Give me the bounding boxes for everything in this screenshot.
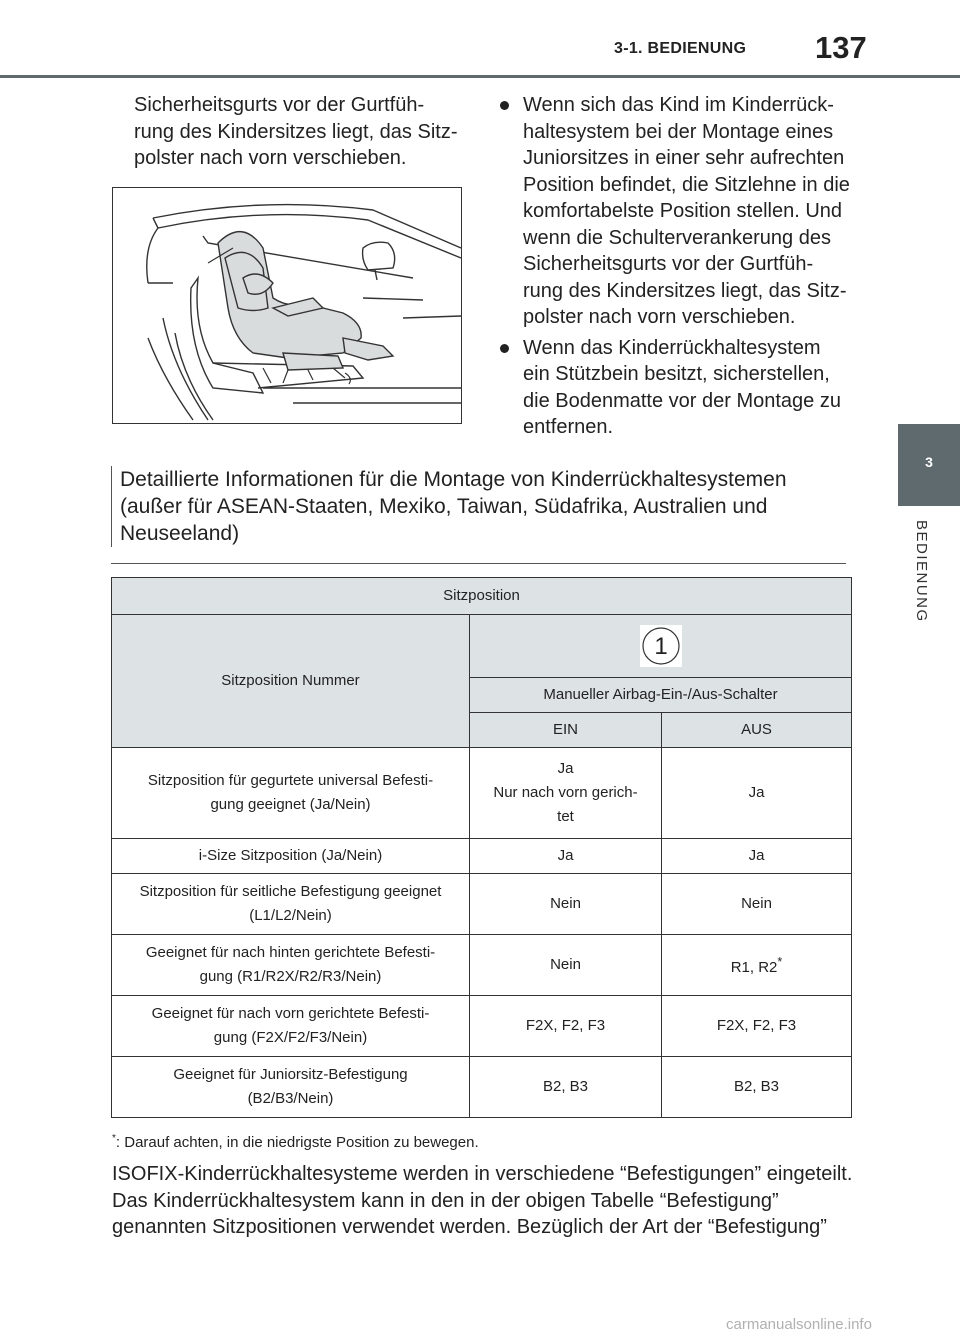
- bullet-dot: [500, 101, 509, 110]
- footnote-text: : Darauf achten, in die niedrigste Position zu bewegen.: [115, 1134, 479, 1151]
- row-label: [112, 935, 470, 996]
- chapter-number: 3: [925, 454, 933, 470]
- closing-line: Das Kinderrückhaltesystem kann in den in der obigen Tabelle “Befestigung”: [112, 1189, 779, 1212]
- bullet-line: Position befindet, die Sitzlehne in die: [523, 173, 850, 196]
- row-label-line: gung geeignet (Ja/Nein): [210, 796, 371, 813]
- row-label: [112, 874, 470, 935]
- cell-line: Nur nach vorn gerich-: [493, 784, 638, 801]
- bullet-line: rung des Kindersitzes liegt, das Sitz-: [523, 279, 847, 302]
- chapter-tab: [898, 424, 960, 506]
- bullet-list: [498, 92, 858, 445]
- closing-paragraph: [112, 1161, 872, 1241]
- closing-line: ISOFIX-Kinderrückhaltesysteme werden in verschiedene “Befestigungen” eingeteilt.: [112, 1163, 853, 1185]
- intro-line: rung des Kindersitzes liegt, das Sitz-: [134, 120, 458, 143]
- chapter-label: [908, 520, 928, 640]
- info-heading-rule: [111, 563, 846, 564]
- cell-on: Nein: [470, 935, 662, 996]
- bullet-line: entfernen.: [523, 416, 614, 438]
- row-label: [112, 996, 470, 1057]
- child-seat-drawing: [113, 188, 461, 423]
- bullet-line: Wenn sich das Kind im Kinderrück-: [523, 94, 834, 116]
- footnote-symbol: *: [112, 1133, 116, 1144]
- row-label: [112, 1057, 470, 1118]
- cell-off: B2, B3: [662, 1057, 852, 1118]
- bullet-line: Sicherheitsgurts vor der Gurtfüh-: [523, 253, 814, 275]
- table-row: [112, 839, 852, 874]
- bullet-line: haltesystem bei der Montage eines: [523, 120, 834, 143]
- cell-off: F2X, F2, F3: [662, 996, 852, 1057]
- child-seat-illustration: [112, 187, 462, 424]
- cell-on: [470, 748, 662, 839]
- list-item: [498, 92, 858, 331]
- list-item: [498, 335, 858, 441]
- row-label-line: Geeignet für nach hinten gerichtete Befesti-: [145, 944, 436, 961]
- row-label-line: Sitzposition für gegurtete universal Befesti-: [147, 772, 434, 789]
- header-rule: [0, 75, 960, 78]
- footnote-mark: *: [777, 955, 783, 969]
- row-label-line: Geeignet für nach vorn gerichtete Befesti-: [151, 1005, 430, 1022]
- page-number: 137: [815, 30, 867, 65]
- bullet-dot: [500, 344, 509, 353]
- table-row: [112, 1057, 852, 1118]
- seat-number-badge: [640, 625, 682, 667]
- intro-line: polster nach vorn verschieben.: [134, 147, 407, 169]
- closing-line: genannten Sitzpositionen verwendet werden. Bezüglich der Art der “Befestigung”: [112, 1216, 827, 1238]
- cell-on: F2X, F2, F3: [470, 996, 662, 1057]
- cell-line: Ja: [557, 760, 574, 777]
- row-label-line: gung (F2X/F2/F3/Nein): [213, 1029, 368, 1046]
- chapter-label-text: BEDIENUNG: [913, 520, 930, 623]
- info-heading-line: (außer für ASEAN-Staaten, Mexiko, Taiwan, Südafrika, Australien und: [120, 495, 768, 518]
- section-title: 3-1. BEDIENUNG: [614, 40, 747, 57]
- cell-on: Ja: [470, 839, 662, 874]
- row-label-line: (B2/B3/Nein): [247, 1090, 334, 1107]
- row-label-line: (L1/L2/Nein): [249, 907, 332, 924]
- info-heading-line: Neuseeland): [120, 522, 240, 545]
- seat-number-text: 1: [653, 633, 668, 660]
- cell-line: tet: [557, 808, 574, 825]
- table-row: [112, 935, 852, 996]
- row-label-line: gung (R1/R2X/R2/R3/Nein): [199, 968, 382, 985]
- intro-continuation: [134, 92, 474, 172]
- bullet-line: komfortabelste Position stellen. Und: [523, 200, 843, 222]
- header-airbag-switch: Manueller Airbag-Ein-/Aus-Schalter: [470, 678, 852, 713]
- row-label-line: Sitzposition für seitliche Befestigung geeignet: [139, 883, 442, 900]
- seat-position-table: [111, 577, 852, 1118]
- header-seat-number: Sitzposition Nummer: [112, 615, 470, 748]
- bullet-line: polster nach vorn verschieben.: [523, 306, 796, 328]
- table-row: [112, 874, 852, 935]
- cell-on: Nein: [470, 874, 662, 935]
- table-row: [112, 578, 852, 615]
- header-on: EIN: [470, 713, 662, 748]
- header-off: AUS: [662, 713, 852, 748]
- info-heading: [111, 466, 846, 547]
- info-heading-line: Detaillierte Informationen für die Montage von Kinderrückhaltesystemen: [120, 468, 787, 491]
- cell-on: B2, B3: [470, 1057, 662, 1118]
- cell-off: Nein: [662, 874, 852, 935]
- bullet-line: die Bodenmatte vor der Montage zu: [523, 389, 841, 412]
- seat-number-cell: [470, 615, 852, 678]
- bullet-line: ein Stützbein besitzt, sicherstellen,: [523, 363, 830, 385]
- bullet-line: wenn die Schulterverankerung des: [523, 226, 831, 249]
- intro-line: Sicherheitsgurts vor der Gurtfüh-: [134, 94, 425, 116]
- footnote: [112, 1133, 479, 1151]
- cell-off: [662, 935, 852, 996]
- watermark: carmanualsonline.info: [726, 1316, 872, 1333]
- table-row: [112, 996, 852, 1057]
- row-label: i-Size Sitzposition (Ja/Nein): [112, 839, 470, 874]
- cell-off: Ja: [662, 839, 852, 874]
- cell-off-text: R1, R2: [730, 959, 778, 976]
- table-row: [112, 615, 852, 678]
- row-label: [112, 748, 470, 839]
- row-label-line: Geeignet für Juniorsitz-Befestigung: [173, 1066, 408, 1083]
- cell-off: Ja: [662, 748, 852, 839]
- bullet-line: Juniorsitzes in einer sehr aufrechten: [523, 147, 845, 169]
- table-row: [112, 748, 852, 839]
- bullet-line: Wenn das Kinderrückhaltesystem: [523, 336, 821, 359]
- header-seat-position: Sitzposition: [112, 578, 852, 615]
